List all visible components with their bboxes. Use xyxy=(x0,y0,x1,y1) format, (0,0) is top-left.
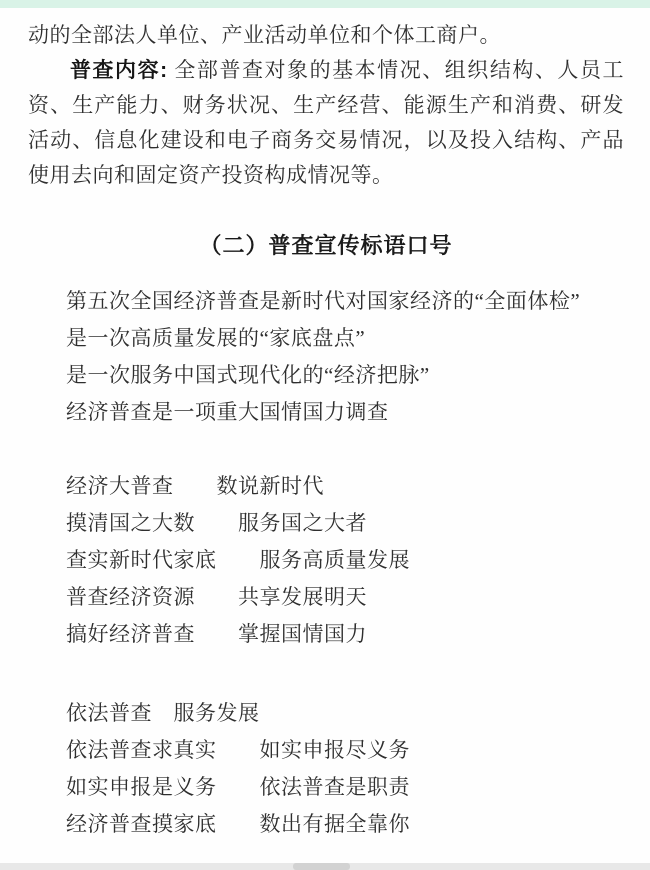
slogan-line: 如实申报是义务 依法普查是职责 xyxy=(66,775,410,799)
slogan-line: 依法普查 服务发展 xyxy=(66,701,260,725)
horizontal-scrollbar-track[interactable] xyxy=(0,863,650,870)
slogan-line: 普查经济资源 共享发展明天 xyxy=(66,585,367,609)
slogan-line: 依法普查求真实 如实申报尽义务 xyxy=(66,738,410,762)
census-content-label: 普查内容: xyxy=(70,59,168,82)
paragraph-continuation-line: 动的全部法人单位、产业活动单位和个体工商户。 xyxy=(28,23,501,47)
slogan-group-2 xyxy=(28,468,624,653)
slogan-line: 是一次高质量发展的“家底盘点” xyxy=(66,326,366,350)
slogan-line: 查实新时代家底 服务高质量发展 xyxy=(66,548,410,572)
slogan-line: 经济普查摸家底 数出有据全靠你 xyxy=(66,812,410,836)
census-content-text: 全部普查对象的基本情况、组织结构、人员工资、生产能力、财务状况、生产经营、能源生产和消费、研发活动、信息化建设和电子商务交易情况，以及投入结构、产品使用去向和固定资产投资构成情况等。 xyxy=(28,58,624,187)
top-edge-strip xyxy=(0,0,650,8)
slogan-line: 摸清国之大数 服务国之大者 xyxy=(66,511,367,535)
census-content-paragraph xyxy=(28,53,624,193)
horizontal-scrollbar-thumb[interactable] xyxy=(293,863,350,870)
slogan-line: 是一次服务中国式现代化的“经济把脉” xyxy=(66,363,430,387)
section-heading-slogans: （二）普查宣传标语口号 xyxy=(199,233,453,258)
slogan-line: 第五次全国经济普查是新时代对国家经济的“全面体检” xyxy=(66,289,581,313)
slogan-line: 经济普查是一项重大国情国力调查 xyxy=(66,400,389,424)
slogan-line: 经济大普查 数说新时代 xyxy=(66,474,324,498)
document-content xyxy=(28,8,624,843)
slogan-group-3 xyxy=(28,695,624,843)
slogan-line: 搞好经济普查 掌握国情国力 xyxy=(66,622,367,646)
slogan-group-1 xyxy=(28,283,624,431)
